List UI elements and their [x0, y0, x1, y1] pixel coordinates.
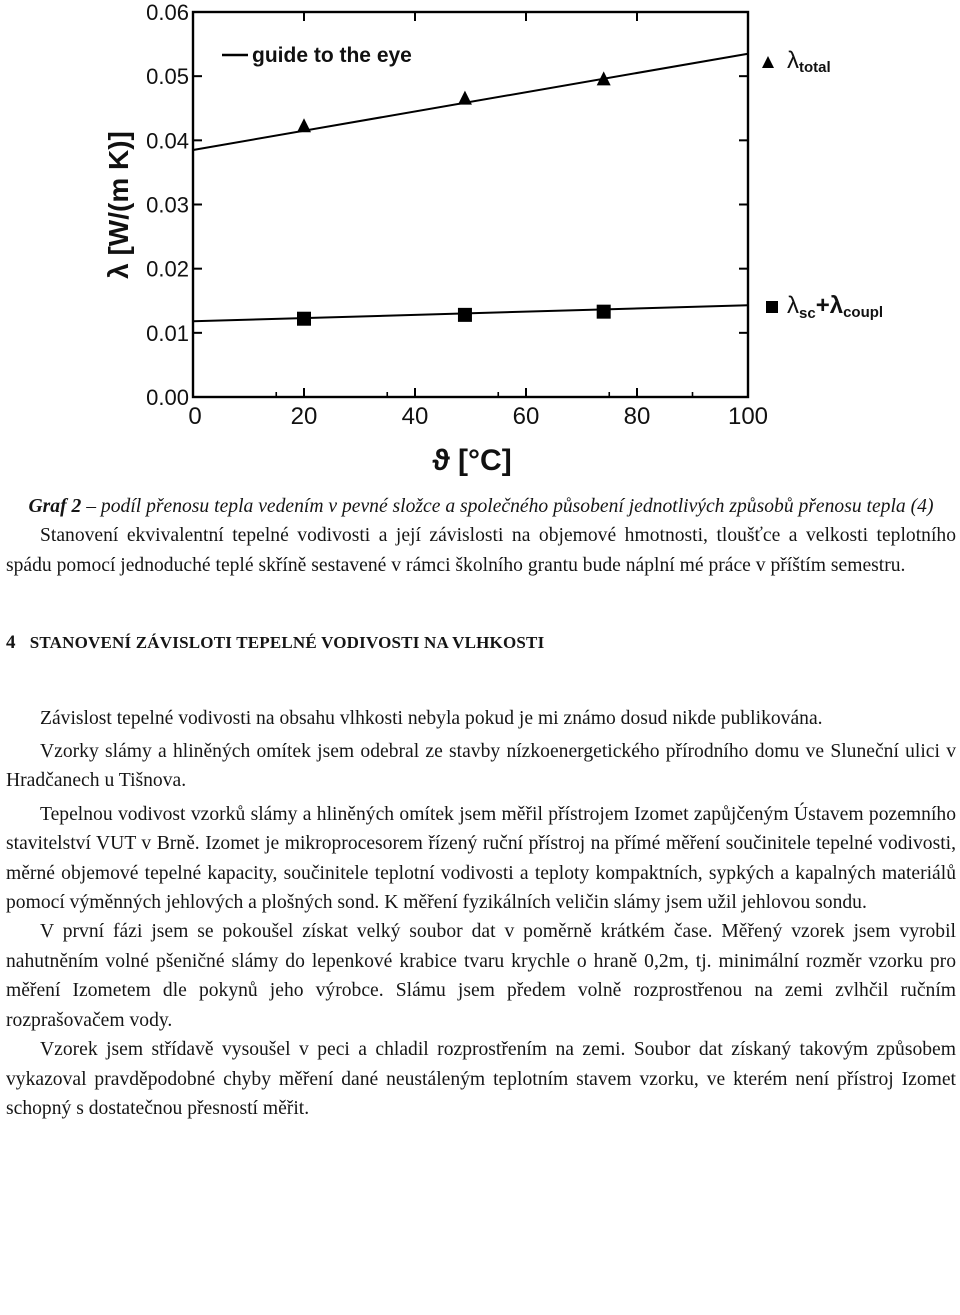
- y-tick-label: 0.06: [146, 0, 189, 25]
- paragraph-4: V první fázi jsem se pokoušel získat velký soubor dat v poměrně krátkém čase. Měřený vzorek jsem vyrobil nahutněním volné pšeničné slámy do lepenkové krabice tvaru krychle o hraně 0,2m, tj. minimální rozměr vzorku pro měření Izometem dle pokynů jeho výrobce. Slámu jsem předem volně rozprostřenou na zemi zvlhčil ručním rozprašovačem vody.: [6, 921, 956, 1031]
- x-tick-label: 80: [623, 403, 651, 430]
- plot-frame: [193, 12, 748, 397]
- section-number: 4: [6, 632, 16, 654]
- y-tick-label: 0.00: [146, 385, 189, 410]
- x-tick-label: 100: [727, 403, 769, 430]
- y-tick-label: 0.01: [146, 320, 189, 346]
- section-heading: [6, 628, 956, 657]
- x-axis-title: ϑ [°C]: [432, 444, 512, 477]
- legend-marker-square: [766, 301, 778, 313]
- legend-line-label: guide to the eye: [252, 44, 412, 67]
- y-tick-label: 0.03: [146, 192, 189, 218]
- data-point-square: [597, 305, 611, 319]
- paragraph-3: Tepelnou vodivost vzorků slámy a hliněných omítek jsem měřil přístrojem Izomet zapůjčeným Ústavem pozemního stavitelství VUT v Brně. Izomet je mikroprocesorem řízený ruční přístroj na přímé měření součinitele tepelné vodivosti, měrné objemové tepelné kapacity, součinitele teplotní vodivosti a teploty kompaktních, sypkých a kapalných materiálů pomocí výměnných jehlových a plošných sond. K měření fyzikálních veličin slámy jsem užil jehlovou sondu.: [6, 803, 956, 914]
- data-point-triangle: [297, 118, 311, 132]
- x-tick-label: 60: [512, 403, 540, 430]
- x-tick-label: 40: [401, 403, 429, 430]
- paragraph-2: Vzorky slámy a hliněných omítek jsem odebral ze stavby nízkoenergetického přírodního domu ve Sluneční ulici v Hradčanech u Tišnova.: [6, 741, 956, 792]
- intro-paragraph: Stanovení ekvivalentní tepelné vodivosti a její závislosti na objemové hmotnosti, tloušťce a velkosti teplotního spádu pomocí jednoduché teplé skříně sestavené v rámci školního grantu bude náplní mé práce v příštím semestru.: [6, 525, 956, 576]
- x-tick-label: 20: [290, 403, 318, 430]
- series-label-sc-coupl: $\lambda_{sc}+\lambda coupl$: [787, 292, 884, 322]
- y-tick-label: 0.05: [146, 64, 189, 90]
- data-point-square: [458, 308, 472, 322]
- paragraph-1: Závislost tepelné vodivosti na obsahu vlhkosti nebyla pokud je mi známo dosud nikde publikována.: [40, 707, 823, 729]
- paragraph-5: Vzorek jsem střídavě vysoušel v peci a chladil rozprostřením na zemi. Soubor dat získaný takovým způsobem vykazoval pravděpodobné chyby měření dané neustáleným teplotním stavem vzorku, ve kterém není přístroj Izomet schopný s dostatečnou přesností měřit.: [6, 1039, 956, 1119]
- y-tick-label: 0.02: [146, 256, 189, 282]
- series-label-total: λtotal: [787, 47, 831, 76]
- caption-label: Graf 2: [28, 496, 82, 517]
- thermal-conductivity-chart: [0, 0, 960, 480]
- data-point-square: [297, 312, 311, 326]
- x-tick-label: 0: [188, 403, 202, 430]
- caption-text: – podíl přenosu tepla vedením v pevné složce a společného působení jednotlivých způsobů přenosu tepla (4): [81, 496, 934, 517]
- y-axis-title: λ [W/(m K)]: [103, 131, 134, 279]
- chart-canvas: [0, 0, 960, 480]
- legend-marker-triangle: [762, 56, 774, 68]
- y-tick-label: 0.04: [146, 128, 189, 154]
- data-point-triangle: [458, 91, 472, 105]
- document-body: [6, 492, 956, 1123]
- figure-caption: [6, 492, 956, 521]
- section-title: STANOVENÍ ZÁVISLOTI TEPELNÉ VODIVOSTI NA VLHKOSTI: [29, 633, 545, 653]
